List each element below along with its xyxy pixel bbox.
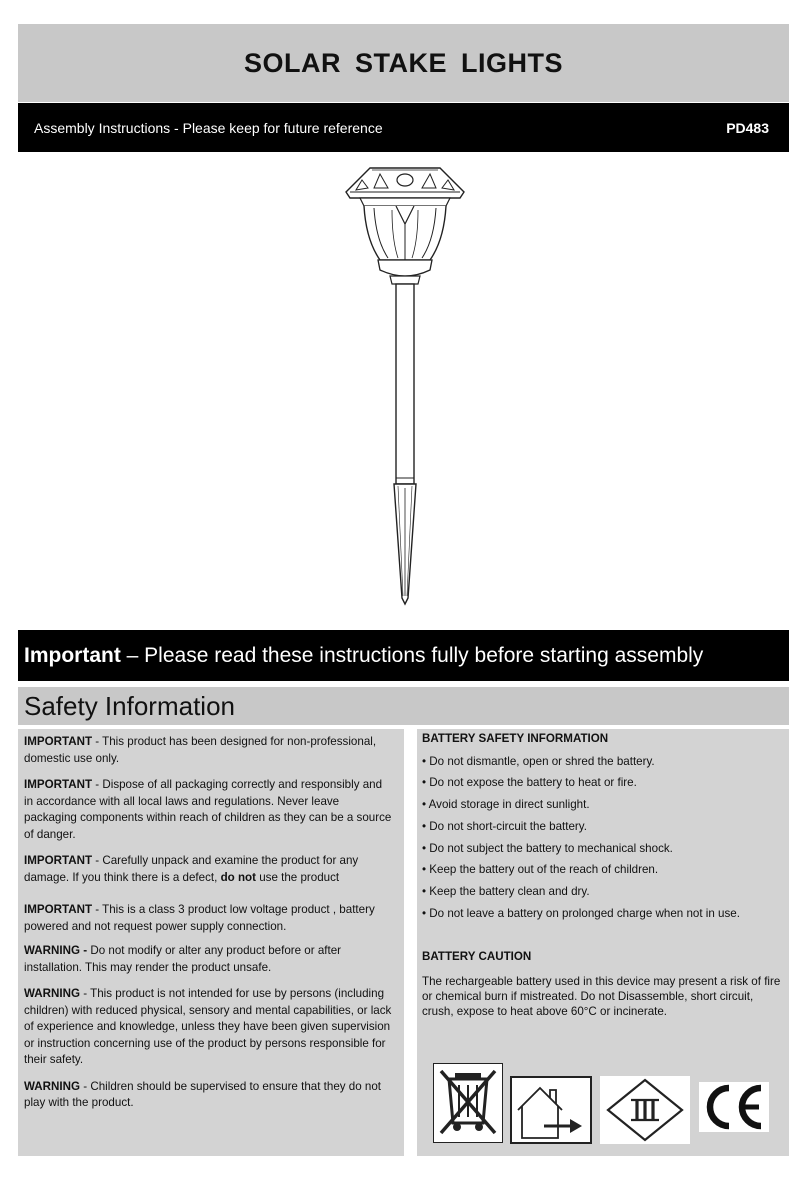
subtitle: Assembly Instructions - Please keep for future reference — [34, 119, 383, 136]
title-bar — [18, 24, 789, 102]
weee-bin-icon — [433, 1063, 503, 1143]
important-label: Important — [24, 643, 121, 667]
safety-paragraph: WARNING - Do not modify or alter any product before or after installation. This may render the product unsafe. — [24, 944, 342, 974]
safety-paragraph: WARNING - This product is not intended for use by persons (including children) with reduced physical, sensory and mental capabilities, or lack of experience and knowledge, unless they have been given supervision or instruction concerning use of the product by persons responsible for their safety. — [24, 987, 392, 1066]
safety-paragraph: IMPORTANT - This product has been designed for non-professional, domestic use only. — [24, 735, 377, 765]
caution-text: The rechargeable battery used in this device may present a risk of fire or chemical burn if mistreated. Do not Disassemble, short circuit, crush, expose to heat above 60°C or incinerate. — [422, 975, 781, 1019]
safety-heading: Safety Information — [24, 690, 235, 721]
list-item: • Do not dismantle, open or shred the battery. — [422, 754, 655, 768]
list-item: • Do not subject the battery to mechanical shock. — [422, 841, 673, 855]
important-notice — [18, 630, 789, 681]
list-item: • Keep the battery out of the reach of children. — [422, 863, 659, 877]
list-item: • Do not short-circuit the battery. — [422, 819, 587, 833]
safety-paragraph: IMPORTANT - This is a class 3 product low voltage product , battery powered and not request power supply connection. — [24, 903, 375, 933]
compliance-symbols — [417, 1058, 789, 1148]
list-item: • Keep the battery clean and dry. — [422, 885, 590, 899]
battery-list — [422, 754, 781, 923]
class-iii-icon — [600, 1076, 690, 1144]
page-title: SOLAR STAKE LIGHTS — [243, 47, 563, 78]
battery-heading: BATTERY SAFETY INFORMATION — [422, 732, 609, 745]
list-item: • Do not expose the battery to heat or fire. — [422, 776, 637, 790]
safety-left-column — [18, 729, 404, 1156]
list-item: • Avoid storage in direct sunlight. — [422, 798, 590, 812]
safety-paragraph: IMPORTANT - Dispose of all packaging correctly and responsibly and in accordance with all local laws and regulations. Never leave packaging components within reach of children as they can be a source of danger. — [24, 778, 392, 841]
product-code: PD483 — [726, 119, 769, 136]
solar-stake-light-image — [330, 160, 480, 610]
safety-paragraph: IMPORTANT - Carefully unpack and examine the product for any damage. If you think there is a defect, do not use the product — [24, 854, 359, 884]
safety-paragraph: WARNING - Children should be supervised to ensure that they do not play with the product. — [24, 1079, 382, 1109]
subtitle-bar — [18, 103, 789, 152]
caution-heading: BATTERY CAUTION — [422, 949, 532, 963]
safety-heading-bar — [18, 687, 789, 725]
important-text: – Please read these instructions fully before starting assembly — [120, 643, 704, 667]
ce-mark-icon — [699, 1082, 769, 1132]
list-item: • Do not leave a battery on prolonged charge when not in use. — [422, 907, 740, 921]
indoor-use-house-icon — [510, 1076, 592, 1144]
